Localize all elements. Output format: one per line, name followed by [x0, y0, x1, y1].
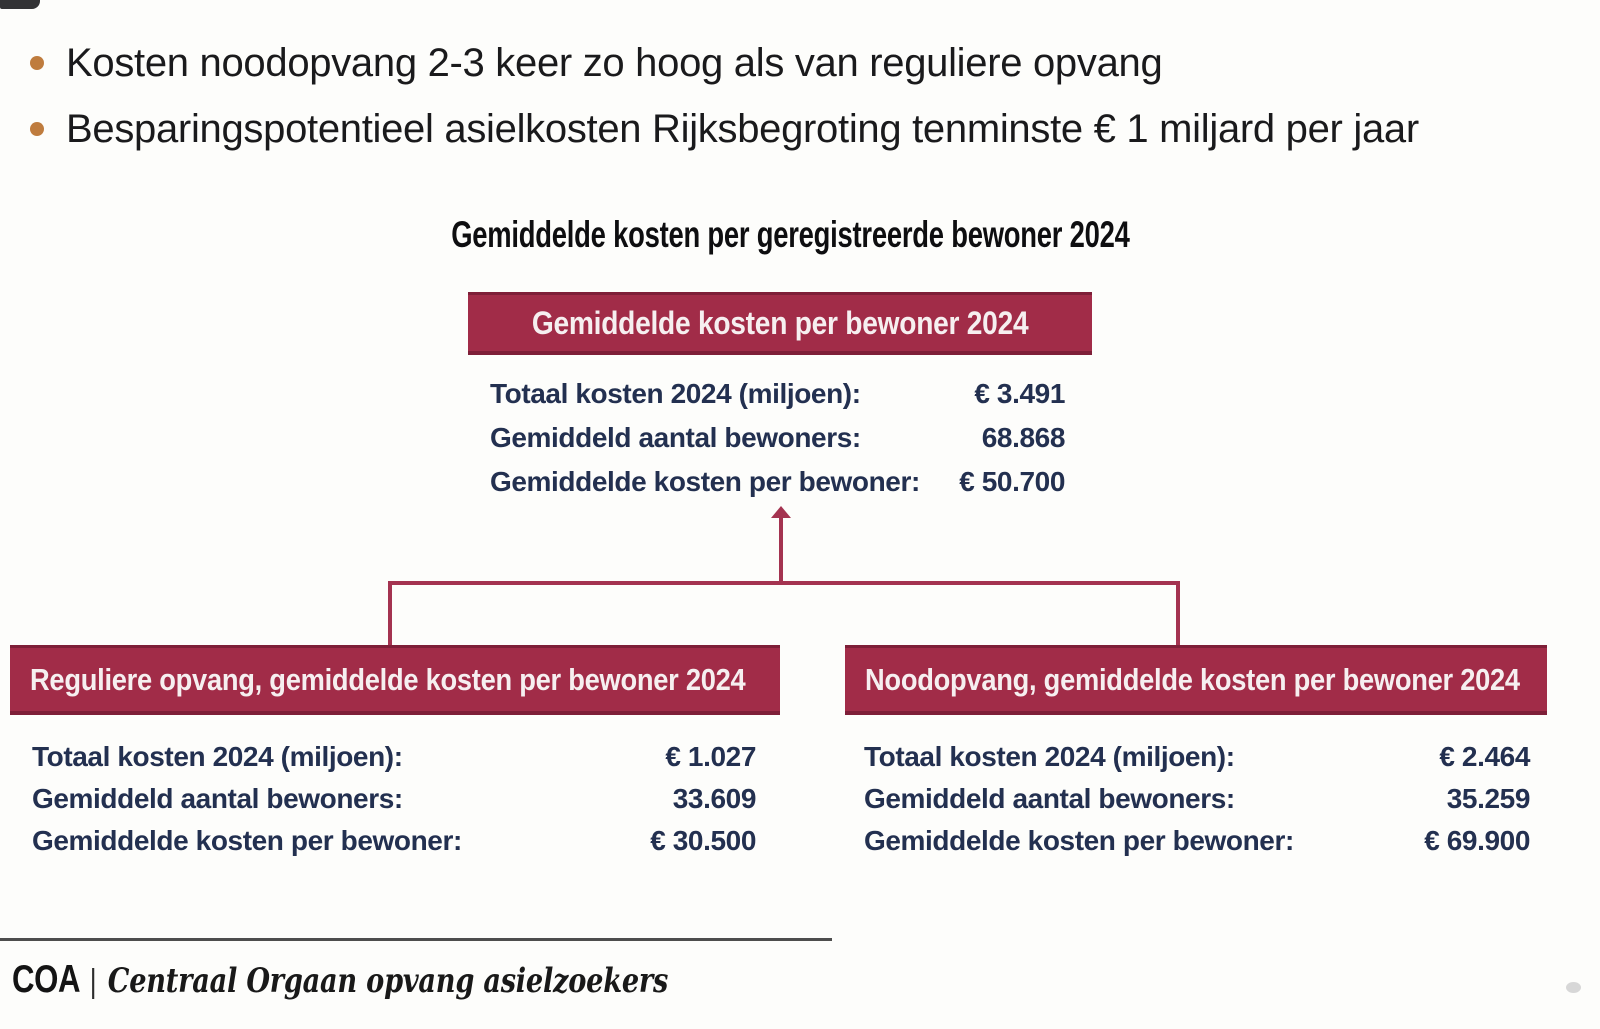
left-node-header-label: Reguliere opvang, gemiddelde kosten per bewoner 2024	[30, 661, 746, 697]
right-node-header-label: Noodopvang, gemiddelde kosten per bewoner 2024	[865, 661, 1520, 697]
stat-row	[490, 460, 1065, 504]
stat-value: 68.868	[981, 422, 1065, 453]
stat-value: € 30.500	[650, 825, 756, 856]
stat-row	[32, 820, 756, 862]
stat-label: Gemiddeld aantal bewoners:	[490, 422, 861, 453]
connector-horizontal	[388, 581, 1180, 585]
stat-value: 35.259	[1446, 783, 1530, 814]
stat-row	[864, 820, 1530, 862]
stat-label: Gemiddelde kosten per bewoner:	[490, 466, 920, 497]
stat-label: Gemiddelde kosten per bewoner:	[32, 825, 462, 856]
root-node-header-label: Gemiddelde kosten per bewoner 2024	[531, 304, 1029, 341]
stat-row	[864, 778, 1530, 820]
footer-brand: COA	[12, 958, 81, 1001]
scan-artifact-dot	[1566, 982, 1581, 993]
bullet-item-1	[30, 38, 1162, 88]
footer-rule	[0, 938, 832, 941]
diagram-title: Gemiddelde kosten per geregistreerde bewoner 2024	[450, 214, 1130, 255]
stat-value: € 1.027	[665, 741, 756, 772]
stat-label: Gemiddeld aantal bewoners:	[32, 783, 403, 814]
stat-value: € 69.900	[1424, 825, 1530, 856]
root-node-header	[468, 292, 1092, 355]
stat-label: Gemiddeld aantal bewoners:	[864, 783, 1235, 814]
stat-label: Totaal kosten 2024 (miljoen):	[32, 741, 403, 772]
scan-artifact-top-left	[0, 0, 40, 9]
left-node-stats	[32, 736, 756, 862]
bullet-icon	[30, 56, 44, 70]
stat-label: Totaal kosten 2024 (miljoen):	[864, 741, 1235, 772]
stat-row	[32, 736, 756, 778]
connector-vertical-right	[1176, 583, 1180, 647]
stat-row	[490, 416, 1065, 460]
footer	[12, 958, 668, 1002]
stat-value: 33.609	[672, 783, 756, 814]
root-node-stats	[490, 372, 1065, 504]
stat-row	[32, 778, 756, 820]
bullet-text: Kosten noodopvang 2-3 keer zo hoog als van reguliere opvang	[66, 41, 1163, 85]
bullet-text: Besparingspotentieel asielkosten Rijksbegroting tenminste € 1 miljard per jaar	[66, 107, 1419, 151]
bullet-item-2	[30, 104, 1419, 154]
stat-label: Totaal kosten 2024 (miljoen):	[490, 378, 861, 409]
stat-row	[490, 372, 1065, 416]
stat-value: € 2.464	[1439, 741, 1530, 772]
stat-row	[864, 736, 1530, 778]
stat-value: € 50.700	[959, 466, 1065, 497]
stat-label: Gemiddelde kosten per bewoner:	[864, 825, 1294, 856]
stat-value: € 3.491	[974, 378, 1065, 409]
right-node-stats	[864, 736, 1530, 862]
connector-vertical-left	[388, 583, 392, 647]
footer-tagline: Centraal Orgaan opvang asielzoekers	[107, 961, 669, 1001]
footer-separator: |	[89, 962, 97, 999]
connector-vertical-center	[779, 516, 783, 583]
right-node-header	[845, 645, 1547, 715]
left-node-header	[10, 645, 780, 715]
bullet-icon	[30, 122, 44, 136]
